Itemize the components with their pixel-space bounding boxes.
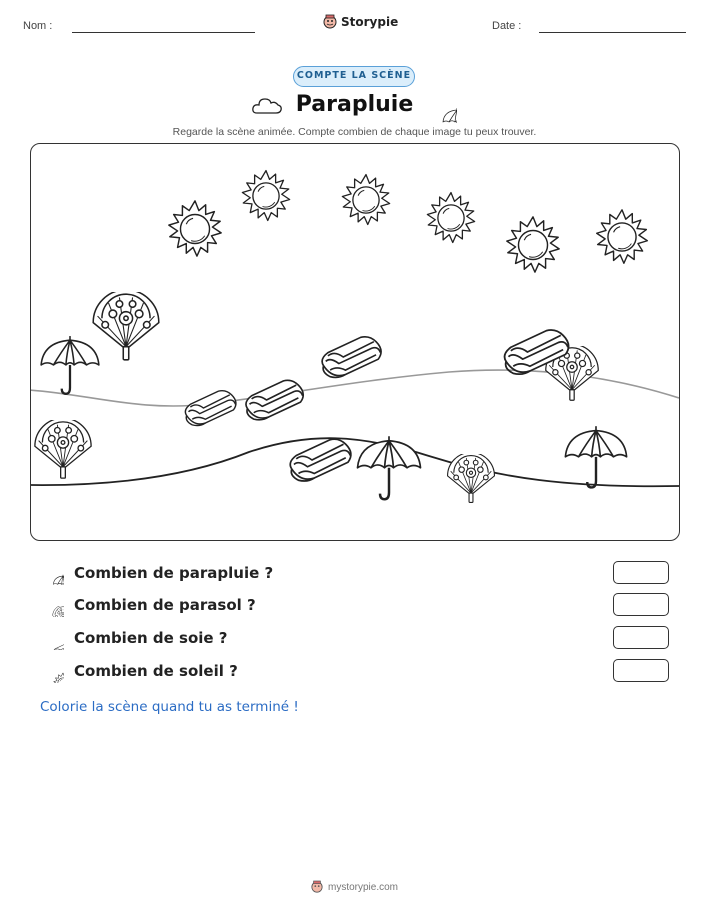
date-label: Date :	[492, 20, 522, 32]
storypie-mascot-icon	[323, 14, 337, 30]
fan-icon	[94, 290, 160, 360]
name-line[interactable]	[72, 32, 255, 33]
answer-box-silk[interactable]	[613, 626, 669, 649]
question-text: Combien de parasol ?	[74, 596, 256, 614]
silk-icon	[186, 391, 237, 426]
sun-icon	[169, 201, 221, 256]
question-row-fan	[40, 593, 672, 619]
name-label: Nom :	[23, 20, 53, 32]
silk-icon	[323, 337, 382, 378]
instructions: Regarde la scène animée. Compte combien de chaque image tu peux trouver.	[172, 126, 537, 138]
fan-icon	[35, 419, 91, 479]
date-line[interactable]	[539, 32, 686, 33]
question-text: Combien de soie ?	[74, 629, 228, 647]
page-title: Parapluie	[295, 92, 414, 117]
question-row-umbrella	[40, 561, 672, 587]
answer-box-sun[interactable]	[613, 659, 669, 682]
sun-icon	[243, 171, 290, 221]
activity-badge: COMPTE LA SCÈNE	[293, 66, 415, 87]
answer-box-fan[interactable]	[613, 593, 669, 616]
footer-url[interactable]: mystorypie.com	[327, 881, 398, 893]
coloring-instruction: Colorie la scène quand tu as terminé !	[40, 699, 299, 715]
umbrella-icon	[358, 437, 421, 500]
counting-scene	[30, 143, 680, 541]
storypie-mascot-icon	[311, 880, 323, 894]
question-text: Combien de soleil ?	[74, 662, 238, 680]
sun-icon	[343, 175, 390, 225]
umbrella-icon	[40, 563, 64, 585]
brand-name: Storypie	[341, 15, 399, 29]
answer-box-umbrella[interactable]	[613, 561, 669, 584]
brand-logo	[323, 14, 398, 30]
silk-icon	[40, 628, 64, 650]
umbrella-title-icon	[425, 91, 457, 123]
fan-icon	[448, 453, 495, 503]
sun-icon	[597, 210, 648, 263]
silk-icon	[246, 381, 303, 420]
silk-icon	[291, 440, 352, 482]
umbrella-icon	[566, 427, 627, 488]
question-text: Combien de parapluie ?	[74, 564, 274, 582]
sun-icon	[428, 193, 475, 243]
fan-icon	[40, 595, 64, 617]
question-row-sun	[40, 659, 672, 685]
sun-icon	[40, 661, 64, 683]
sun-icon	[507, 217, 559, 272]
umbrella-icon	[42, 336, 100, 394]
footer	[0, 880, 709, 894]
question-row-silk	[40, 626, 672, 652]
